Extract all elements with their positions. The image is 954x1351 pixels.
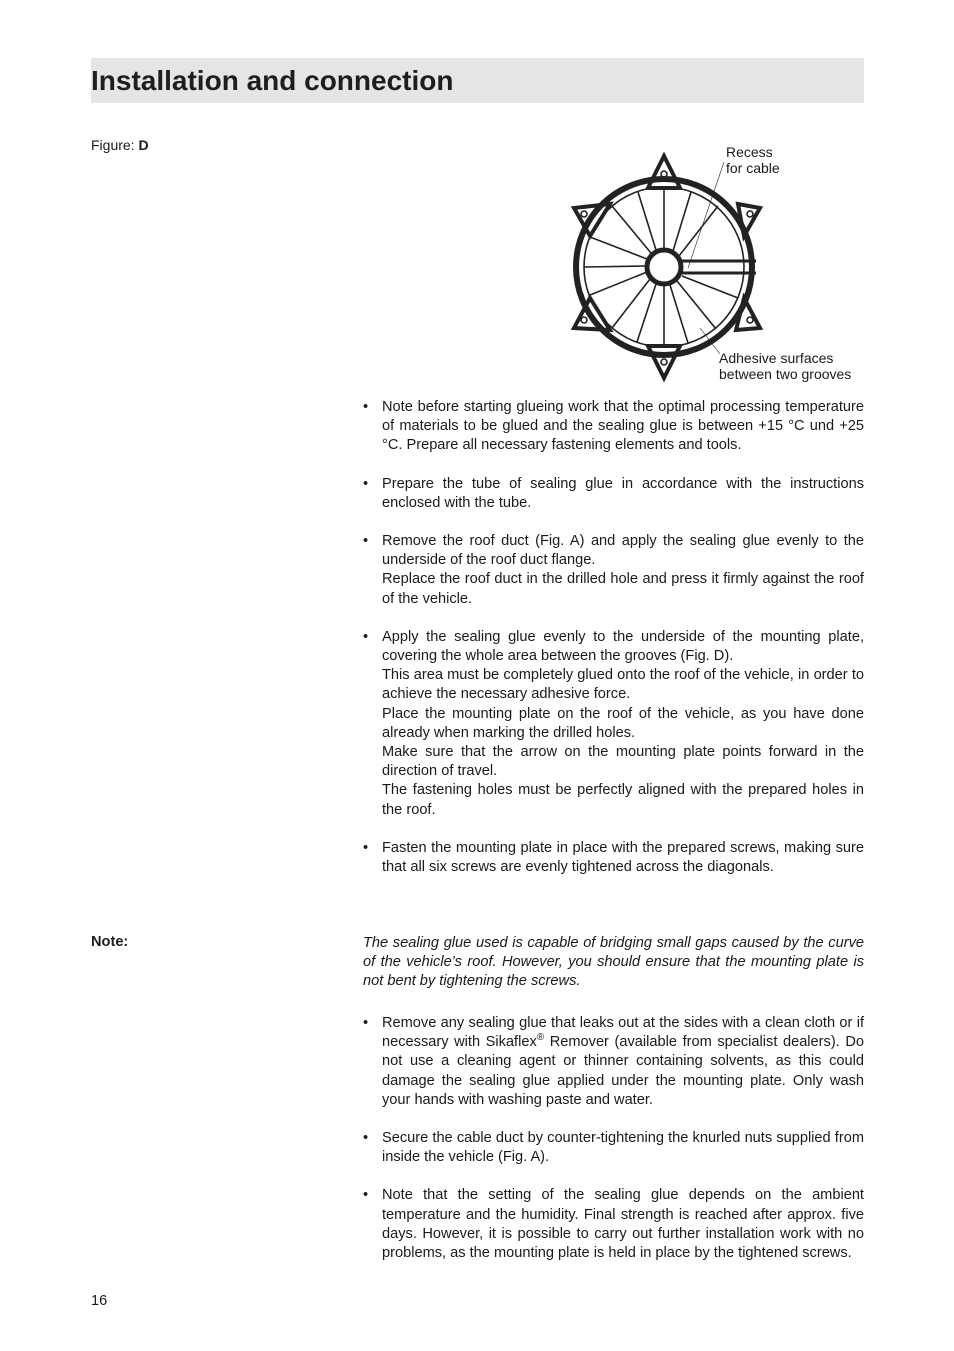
list-item-text: • Note that the setting of the sealing glue depends on the ambient temperature and the humidity. Final strength is reached after approx. five days. However, it is possible to carry out further installation work with no problems, as the mounting plate is held in place by the tightened screws. [382, 1187, 864, 1262]
title-bar [91, 58, 864, 103]
list-item [363, 475, 864, 513]
list-item-text: • Remove the roof duct (Fig. A) and apply the sealing glue evenly to the underside of the roof duct flange. [382, 533, 864, 569]
list-item-text: • Apply the sealing glue evenly to the underside of the mounting plate, covering the whole area between the grooves (Fig. D). [382, 628, 864, 665]
label-adhesive-line2: between two grooves [719, 366, 852, 382]
note-text: The sealing glue used is capable of bridging small gaps caused by the curve of the vehicle’s roof. However, you should ensure that the mounting plate is not bent by tightening the screws. [363, 935, 864, 990]
list-item-text: Place the mounting plate on the roof of the vehicle, as you have done already when marking the drilled holes. [382, 705, 864, 741]
label-recess-line2: for cable [726, 160, 780, 176]
list-item [363, 532, 864, 609]
list-item [363, 628, 864, 820]
list-item-text: This area must be completely glued onto the roof of the vehicle, in order to achieve the necessary adhesive force. [382, 667, 864, 703]
list-item-text: Replace the roof duct in the drilled hole and press it firmly against the roof of the vehicle. [382, 571, 864, 607]
list-item-text: • Secure the cable duct by counter-tightening the knurled nuts supplied from inside the vehicle (Fig. A). [382, 1130, 864, 1166]
figure-caption-id: D [138, 137, 149, 153]
registered-mark: ® [536, 1032, 545, 1044]
list-item-text: Make sure that the arrow on the mounting plate points forward in the direction of travel. [382, 744, 864, 780]
list-item-text [382, 1014, 864, 1110]
page-number: 16 [91, 1293, 108, 1309]
sikaflex-text-b: Remover (available from specialist dealers). Do not use a cleaning agent or thinner containing solvents, as this could damage the sealing glue applied under the mounting plate. Only wash your hands with washing paste and water. [382, 1034, 864, 1108]
note-label: Note: [91, 934, 129, 950]
mounting-plate-figure [560, 140, 880, 390]
list-item-text: • Fasten the mounting plate in place with the prepared screws, making sure that all six screws are evenly tightened across the diagonals. [382, 839, 864, 876]
list-item-text: • Prepare the tube of sealing glue in accordance with the instructions enclosed with the tube. [382, 475, 864, 511]
figure-caption-prefix: Figure: [91, 137, 139, 153]
list-item-text: The fastening holes must be perfectly aligned with the prepared holes in the roof. [382, 782, 864, 818]
list-item [363, 1014, 864, 1110]
list-item [363, 1129, 864, 1167]
instruction-list [363, 398, 864, 877]
instruction-list-2 [363, 1014, 864, 1263]
list-item-text: • Note before starting glueing work that the optimal processing temperature of materials to be glued and the sealing glue is between +15 °C und +25 °C. Prepare all necessary fastening elements and tools. [382, 399, 864, 454]
list-item [363, 839, 864, 877]
label-adhesive-line1: Adhesive surfaces [719, 350, 834, 366]
list-item [363, 1186, 864, 1263]
list-item [363, 398, 864, 456]
label-recess-line1: Recess [726, 144, 773, 160]
sikaflex-text-a: Remove any sealing glue that leaks out at the sides with a clean cloth or if necessary with Sikaflex [382, 1015, 864, 1051]
figure-caption [91, 137, 149, 153]
page-title: Installation and connection [91, 65, 454, 96]
